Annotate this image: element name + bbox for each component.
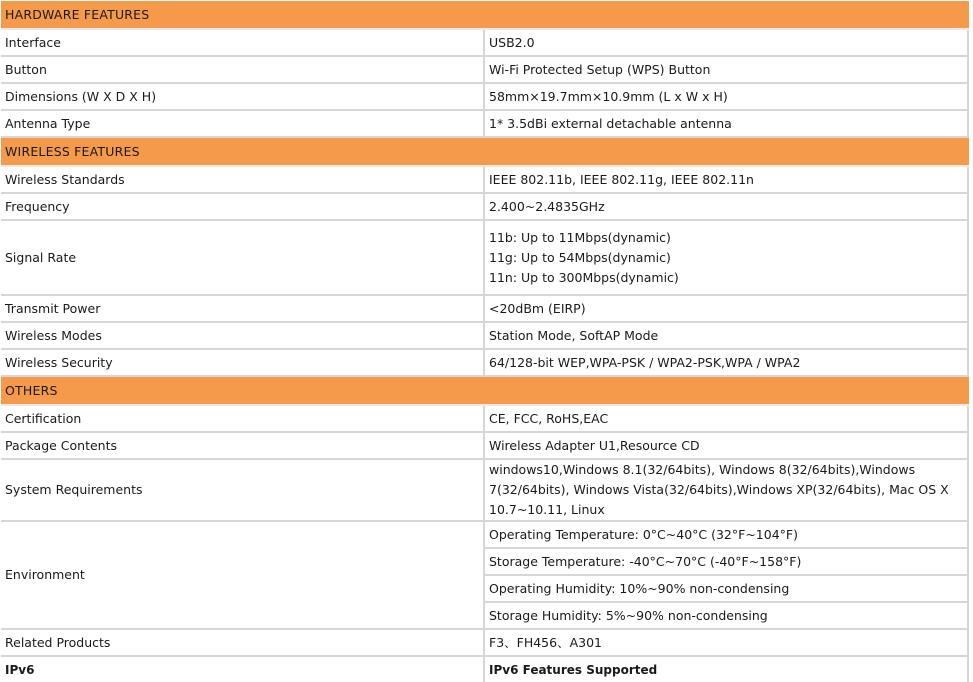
spec-value: IEEE 802.11b, IEEE 802.11g, IEEE 802.11n	[485, 167, 969, 194]
signal-rate-line: 11b: Up to 11Mbps(dynamic)	[489, 229, 671, 245]
spec-row-button	[1, 57, 969, 84]
spec-value: Wireless Adapter U1,Resource CD	[485, 433, 969, 460]
spec-label: Wireless Security	[1, 350, 485, 377]
spec-label: Interface	[1, 30, 485, 57]
spec-row-dimensions	[1, 84, 969, 111]
section-title: WIRELESS FEATURES	[1, 138, 969, 167]
spec-value: 1* 3.5dBi external detachable antenna	[485, 111, 969, 138]
spec-value: 2.400~2.4835GHz	[485, 194, 969, 221]
spec-label: Transmit Power	[1, 296, 485, 323]
spec-label: Wireless Modes	[1, 323, 485, 350]
spec-table	[1, 1, 969, 682]
spec-value: F3、FH456、A301	[485, 630, 969, 657]
spec-value	[485, 221, 969, 296]
spec-row-ipv6	[1, 657, 969, 682]
spec-row-certification	[1, 406, 969, 433]
section-title: OTHERS	[1, 377, 969, 406]
spec-value: USB2.0	[485, 30, 969, 57]
spec-row-environment	[1, 522, 969, 549]
section-header-hardware	[1, 1, 969, 30]
spec-row-frequency	[1, 194, 969, 221]
spec-label: Environment	[1, 522, 485, 630]
spec-row-interface	[1, 30, 969, 57]
spec-label: Wireless Standards	[1, 167, 485, 194]
spec-value: Wi-Fi Protected Setup (WPS) Button	[485, 57, 969, 84]
spec-row-signal-rate	[1, 221, 969, 296]
spec-row-related-products	[1, 630, 969, 657]
section-header-others	[1, 377, 969, 406]
spec-row-system-requirements	[1, 460, 969, 522]
spec-row-wireless-modes	[1, 323, 969, 350]
section-title: HARDWARE FEATURES	[1, 1, 969, 30]
spec-row-wireless-standards	[1, 167, 969, 194]
spec-value: <20dBm (EIRP)	[485, 296, 969, 323]
signal-rate-line: 11g: Up to 54Mbps(dynamic)	[489, 249, 671, 265]
spec-row-package-contents	[1, 433, 969, 460]
spec-row-antenna-type	[1, 111, 969, 138]
environment-line: Operating Humidity: 10%~90% non-condensing	[485, 576, 969, 603]
spec-value: windows10,Windows 8.1(32/64bits), Windows 8(32/64bits),Windows 7(32/64bits), Windows Vista(32/64bits),Windows XP(32/64bits), Mac OS X 10.7~10.11, Linux	[485, 460, 969, 522]
spec-label: System Requirements	[1, 460, 485, 522]
spec-label: Dimensions (W X D X H)	[1, 84, 485, 111]
spec-label: Frequency	[1, 194, 485, 221]
environment-line: Storage Temperature: -40°C~70°C (-40°F~158°F)	[485, 549, 969, 576]
environment-line: Operating Temperature: 0°C~40°C (32°F~104°F)	[485, 522, 969, 549]
environment-line: Storage Humidity: 5%~90% non-condensing	[485, 603, 969, 630]
spec-label: Button	[1, 57, 485, 84]
spec-label: Signal Rate	[1, 221, 485, 296]
spec-label: Related Products	[1, 630, 485, 657]
spec-row-transmit-power	[1, 296, 969, 323]
spec-row-wireless-security	[1, 350, 969, 377]
spec-label: Certification	[1, 406, 485, 433]
spec-value: 64/128-bit WEP,WPA-PSK / WPA2-PSK,WPA / WPA2	[485, 350, 969, 377]
spec-value: Station Mode, SoftAP Mode	[485, 323, 969, 350]
spec-label: Antenna Type	[1, 111, 485, 138]
spec-label: Package Contents	[1, 433, 485, 460]
section-header-wireless	[1, 138, 969, 167]
spec-value: IPv6 Features Supported	[485, 657, 969, 682]
spec-value: CE, FCC, RoHS,EAC	[485, 406, 969, 433]
spec-label: IPv6	[1, 657, 485, 682]
spec-value: 58mm×19.7mm×10.9mm (L x W x H)	[485, 84, 969, 111]
signal-rate-line: 11n: Up to 300Mbps(dynamic)	[489, 269, 679, 285]
